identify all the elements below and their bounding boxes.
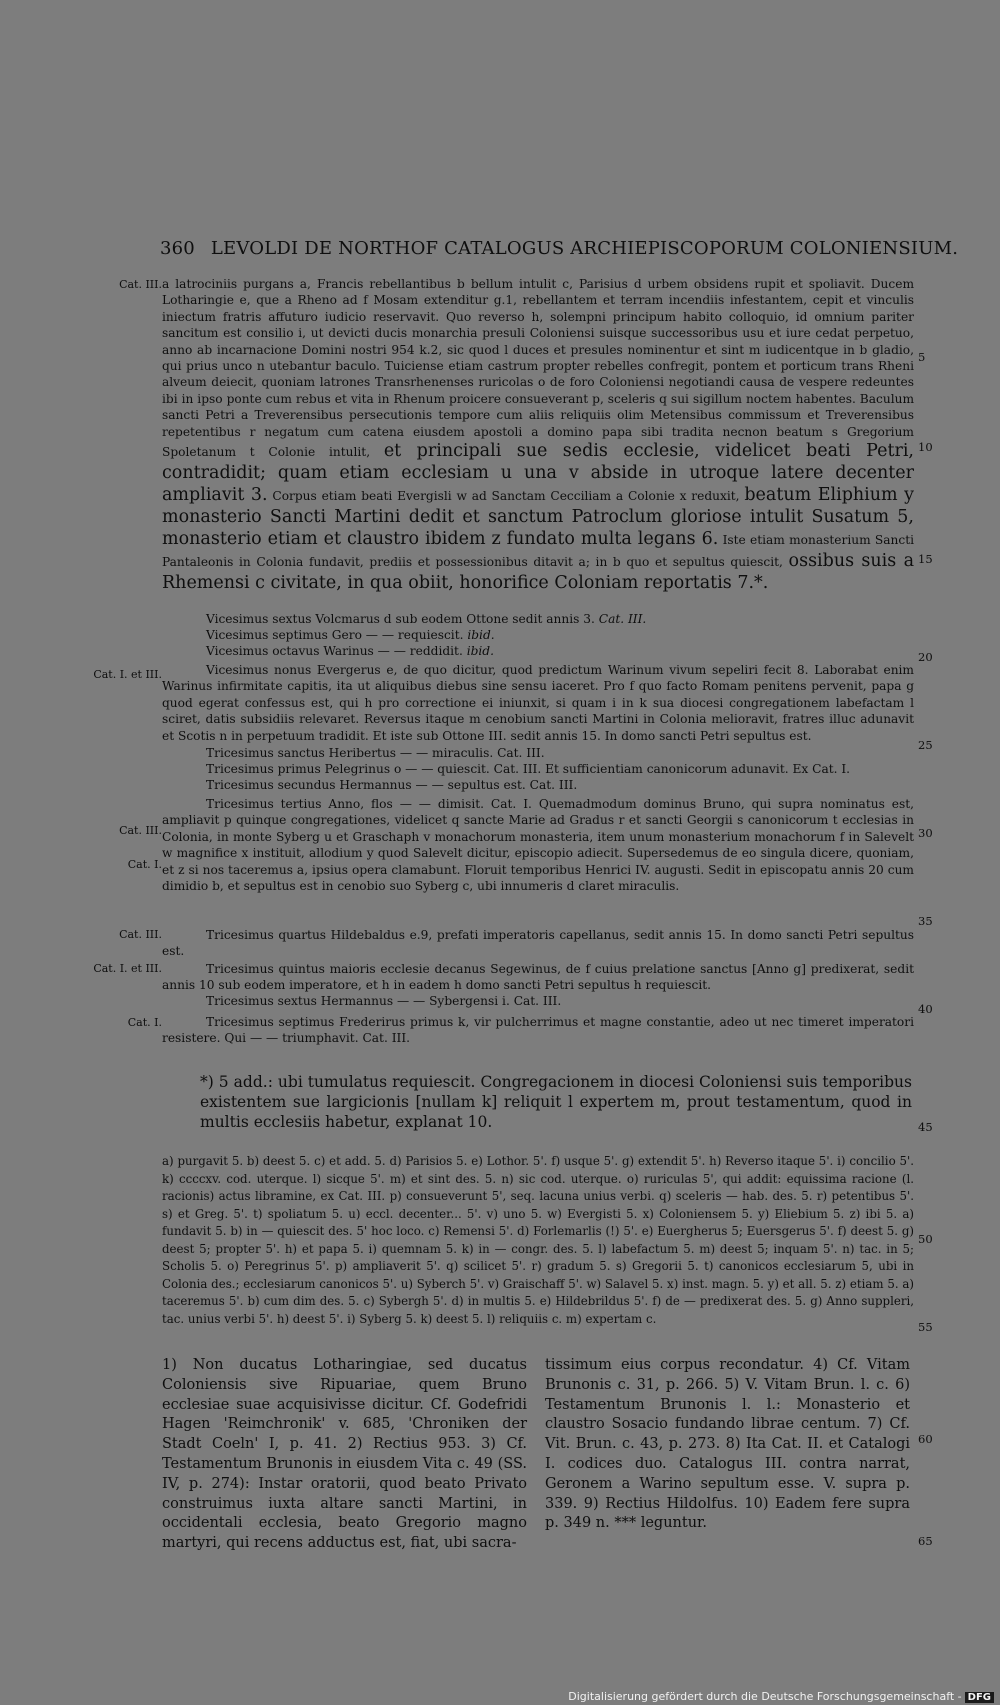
paragraph-hildebaldus: Tricesimus quartus Hildebaldus e.9, prefati imperatoris capellanus, sedit annis 15. In domo sancti Petri sepultus est.	[162, 928, 914, 959]
line-number: 20	[918, 650, 933, 664]
paragraph-text: Corpus etiam beati Evergisli w ad Sanctam Cecciliam a Colonie x reduxit,	[272, 489, 740, 504]
paragraph-evergerus: Vicesimus nonus Evergerus e, de quo dicitur, quod predictum Warinum vivum sepeliri fecit 8. Laborabat enim Warinus infirmitate capitis, ita ut aliquibus diebus sine sensu iaceret. Pro f quo facto Romam penitens pervenit, papa g quod egerat confessus est, qui h pro correctione ei iniunxit, si quam i in k sua diocesi congregationem labefactam l sciret, datis subsidiis relevaret. Reversus itaque m cenobium sancti Martini in Colonia melioravit, fratres illuc adunavit et Scotis n in perpetuum tradidit. Et iste sub Ottone III. sedit annis 15. In domo sancti Petri sepultus est.	[162, 663, 914, 743]
margin-note: Cat. I.	[127, 1016, 162, 1029]
list-entry: Tricesimus secundus Hermannus — — sepultus est. Cat. III.	[206, 778, 578, 792]
line-number: 30	[918, 826, 933, 840]
line-number: 25	[918, 738, 933, 752]
footer-text: Digitalisierung gefördert durch die Deutsche Forschungsgemeinschaft -	[568, 1690, 962, 1703]
dfg-logo: DFG	[965, 1692, 994, 1703]
line-number: 50	[918, 1232, 933, 1246]
paragraph-anno: Tricesimus tertius Anno, flos — — dimisit. Cat. I. Quemadmodum dominus Bruno, qui supra nominatus est, ampliavit p quinque congregationes, videlicet q sancte Marie ad Gradus r et sancti Georgii s canonicorum t ecclesias in Colonia, in monte Syberg u et Graschaph v monachorum monasteria, item unum monasterium monachorum f in Salevelt w magnifice x instituit, allodium y quod Salevelt dicitur, episcopio adiecit. Supersedemus de eo singula dicere, quoniam, et z si nos taceremus a, ipsius opera clamabunt. Floruit temporibus Henrici IV. augusti. Sedit in episcopatu annis 20 cum dimidio b, et sepultus est in cenobio suo Syberg c, ubi innumeris d claret miraculis.	[162, 797, 914, 894]
line-number: 35	[918, 914, 933, 928]
running-title: LEVOLDI DE NORTHOF CATALOGUS ARCHIEPISCOPORUM COLONIENSIUM.	[210, 238, 959, 259]
list-entry: Tricesimus sextus Hermannus — — Sybergensi i. Cat. III.	[206, 994, 562, 1008]
margin-note: Cat. I. et III.	[93, 962, 162, 975]
asterisk-note: *) 5 add.: ubi tumulatus requiescit. Congregacionem in diocesi Coloniensi suis temporibus existentem sue largicionis [nullam k] reliquit l expertem m, prout testamentum, quod in multis ecclesiis habetur, explanat 10.	[200, 1073, 912, 1131]
page-header	[160, 238, 958, 259]
paragraph-text-large: beatum Eliphium y monasterio Sancti Martini dedit et sanctum Patroclum gloriose intulit Susatum 5, monasterio etiam et claustro ibidem z fundato multa legans 6.	[162, 485, 915, 550]
line-number: 45	[918, 1120, 933, 1134]
list-entry: Tricesimus primus Pelegrinus o — — quiescit. Cat. III. Et sufficientiam canonicorum adunavit. Ex Cat. I.	[206, 762, 851, 776]
list-entry: Tricesimus sanctus Heribertus — — miraculis. Cat. III.	[206, 746, 545, 760]
paragraph-text: Iste etiam monasterium Sancti Pantaleonis in Colonia fundavit, prediis et possessionibus ditavit a; in b quo et sepultus quiescit,	[162, 533, 914, 570]
paragraph-frederirus: Tricesimus septimus Frederirus primus k, vir pulcherrimus et magne constantie, adeo ut nec timeret imperatori resistere. Qui — — triumphavit. Cat. III.	[162, 1015, 914, 1046]
margin-note: Cat. III.	[119, 278, 162, 291]
margin-note: Cat. III.	[119, 928, 162, 941]
paragraph-text-large: ossibus suis a Rhemensi c civitate, in qua obiit, honorifice Coloniam reportatis 7.*.	[162, 551, 915, 594]
list-entry: Vicesimus septimus Gero — — requiescit. ibid.	[206, 628, 495, 642]
margin-note: Cat. III.	[119, 824, 162, 837]
main-paragraph	[162, 276, 914, 594]
line-number: 5	[918, 350, 926, 364]
line-number: 15	[918, 552, 933, 566]
line-number: 65	[918, 1534, 933, 1548]
paragraph-text-large: et principali sue sedis ecclesie, videlicet beati Petri, contradidit; quam etiam ecclesiam u una v abside in utroque latere decenter ampliavit 3.	[162, 441, 914, 506]
list-entry: Vicesimus sextus Volcmarus d sub eodem Ottone sedit annis 3. Cat. III.	[206, 612, 647, 626]
line-number: 10	[918, 440, 933, 454]
margin-note: Cat. I.	[127, 858, 162, 871]
list-entry: Vicesimus octavus Warinus — — reddidit. ibid.	[206, 644, 494, 658]
page-number: 360	[160, 238, 195, 259]
critical-apparatus: a) purgavit 5. b) deest 5. c) et add. 5. d) Parisios 5. e) Lothor. 5'. f) usque 5'. g) extendit 5'. h) Reverso itaque 5'. i) concilio 5'. k) ccccxv. cod. uterque. l) sicque 5'. m) et sint des. 5. n) sic cod. uterque. o) ruriculas 5', qui addit: equissima racione (l. racionis) actus libramine, ex Cat. III. p) consueverunt 5', seq. lacuna unius verbi. q) sceleris — hab. des. 5. r) petentibus 5'. s) et Greg. 5'. t) spoliatum 5. u) eccl. decenter... 5'. v) uno 5. w) Evergisti 5. x) Coloniensem 5. y) Eliebium 5. z) ibi 5. a) fundavit 5. b) in — quiescit des. 5' hoc loco. c) Remensi 5'. d) Forlemarlis (!) 5'. e) Euergherus 5; Euersgerus 5'. f) deest 5. g) deest 5; propter 5'. h) et papa 5. i) quemnam 5. k) in — congr. des. 5. l) labefactum 5. m) deest 5; inquam 5'. n) tac. in 5; Scholis 5. o) Peregrinus 5'. p) ampliaverit 5'. q) scilicet 5'. r) gradum 5. s) Gregorii 5. t) canonicos ecclesiarum 5, ubi in Colonia des.; ecclesiarum canonicos 5'. u) Syberch 5'. v) Graischaff 5'. w) Salavel 5. x) inst. magn. 5. y) et all. 5. z) etiam 5. a) taceremus 5'. b) cum dim des. 5. c) Sybergh 5'. d) in multis 5. e) Hildebrildus 5'. f) de — predixerat des. 5. g) Anno suppleri, tac. unius verbi 5'. h) deest 5'. i) Syberg 5. k) deest 5. l) reliquiis c. m) expertam c.	[162, 1154, 914, 1326]
paragraph-text: a latrociniis purgans a, Francis rebellantibus b bellum intulit c, Parisius d urbem obsidens rupit et spoliavit. Ducem Lotharingie e, que a Rheno ad f Mosam extenditur g.1, rebellantem et terram incendiis infestantem, cepit et vinculis iniectum fratris affuturo iudicio reservavit. Quo reverso h, solempni principum habito colloquio, id omnium pariter sancitum est consilio i, ut devicti ducis monarchia presuli Coloniensi suisque successoribus usu et iure cedat perpetuo, anno ab incarnacione Domini nostri 954 k.2, sic quod l duces et presules nominentur et sint m iudicentque in b gladio, qui prius unco n utebantur baculo. Tuiciense etiam castrum propter rebelles confregit, pontem et porticum trans Rheni alveum deiecit, quoniam latrones Transrhenenses ruricolas o de foro Coloniensi negotiandi causa de vespere redeuntes ibi in ipso ponte cum rebus et vita in Rhenum proicere consueverant p, sceleris q sui sigillum noctem habentes. Baculum sancti Petri a Treverensibus persecutionis tempore cum aliis reliquiis olim Metensibus commissum et Treverensibus repetentibus r negatum cum catena eiusdem apostoli a domino papa sibi tradita necnon beatum s Gregorium Spoletanum t Colonie intulit,	[162, 277, 914, 460]
line-number: 55	[918, 1320, 933, 1334]
line-number: 40	[918, 1002, 933, 1016]
margin-note: Cat. I. et III.	[93, 668, 162, 681]
paragraph-segewinus: Tricesimus quintus maioris ecclesie decanus Segewinus, de f cuius prelatione sanctus [Anno g] predixerat, sedit annis 10 sub eodem imperatore, et h in eadem h domo sancti Petri sepultus h requiescit.	[162, 962, 914, 993]
digitization-footer	[568, 1690, 994, 1703]
footnotes-right-column: tissimum eius corpus recondatur. 4) Cf. Vitam Brunonis c. 31, p. 266. 5) V. Vitam Brun. l. c. 6) Testamentum Brunonis l. l.: Monasterio et claustro Sosacio fundando librae centum. 7) Cf. Vit. Brun. c. 43, p. 273. 8) Ita Cat. II. et Catalogi I. codices duo. Catalogus III. contra narrat, Geronem a Warino sepultum esse. V. supra p. 339. 9) Rectius Hildolfus. 10) Eadem fere supra p. 349 n. *** leguntur.	[545, 1357, 910, 1532]
line-number: 60	[918, 1432, 933, 1446]
footnotes-left-column: 1) Non ducatus Lotharingiae, sed ducatus Coloniensis sive Ripuariae, quem Bruno ecclesiae suae acquisivisse dicitur. Cf. Godefridi Hagen 'Reimchronik' v. 685, 'Chroniken der Stadt Coeln' I, p. 41. 2) Rectius 953. 3) Cf. Testamentum Brunonis in eiusdem Vita c. 49 (SS. IV, p. 274): Instar oratorii, quod beato Privato construimus iuxta altare sancti Martini, in occidentali ecclesia, beato Gregorio magno martyri, qui recens adductus est, fiat, ubi sacra-	[162, 1357, 527, 1552]
